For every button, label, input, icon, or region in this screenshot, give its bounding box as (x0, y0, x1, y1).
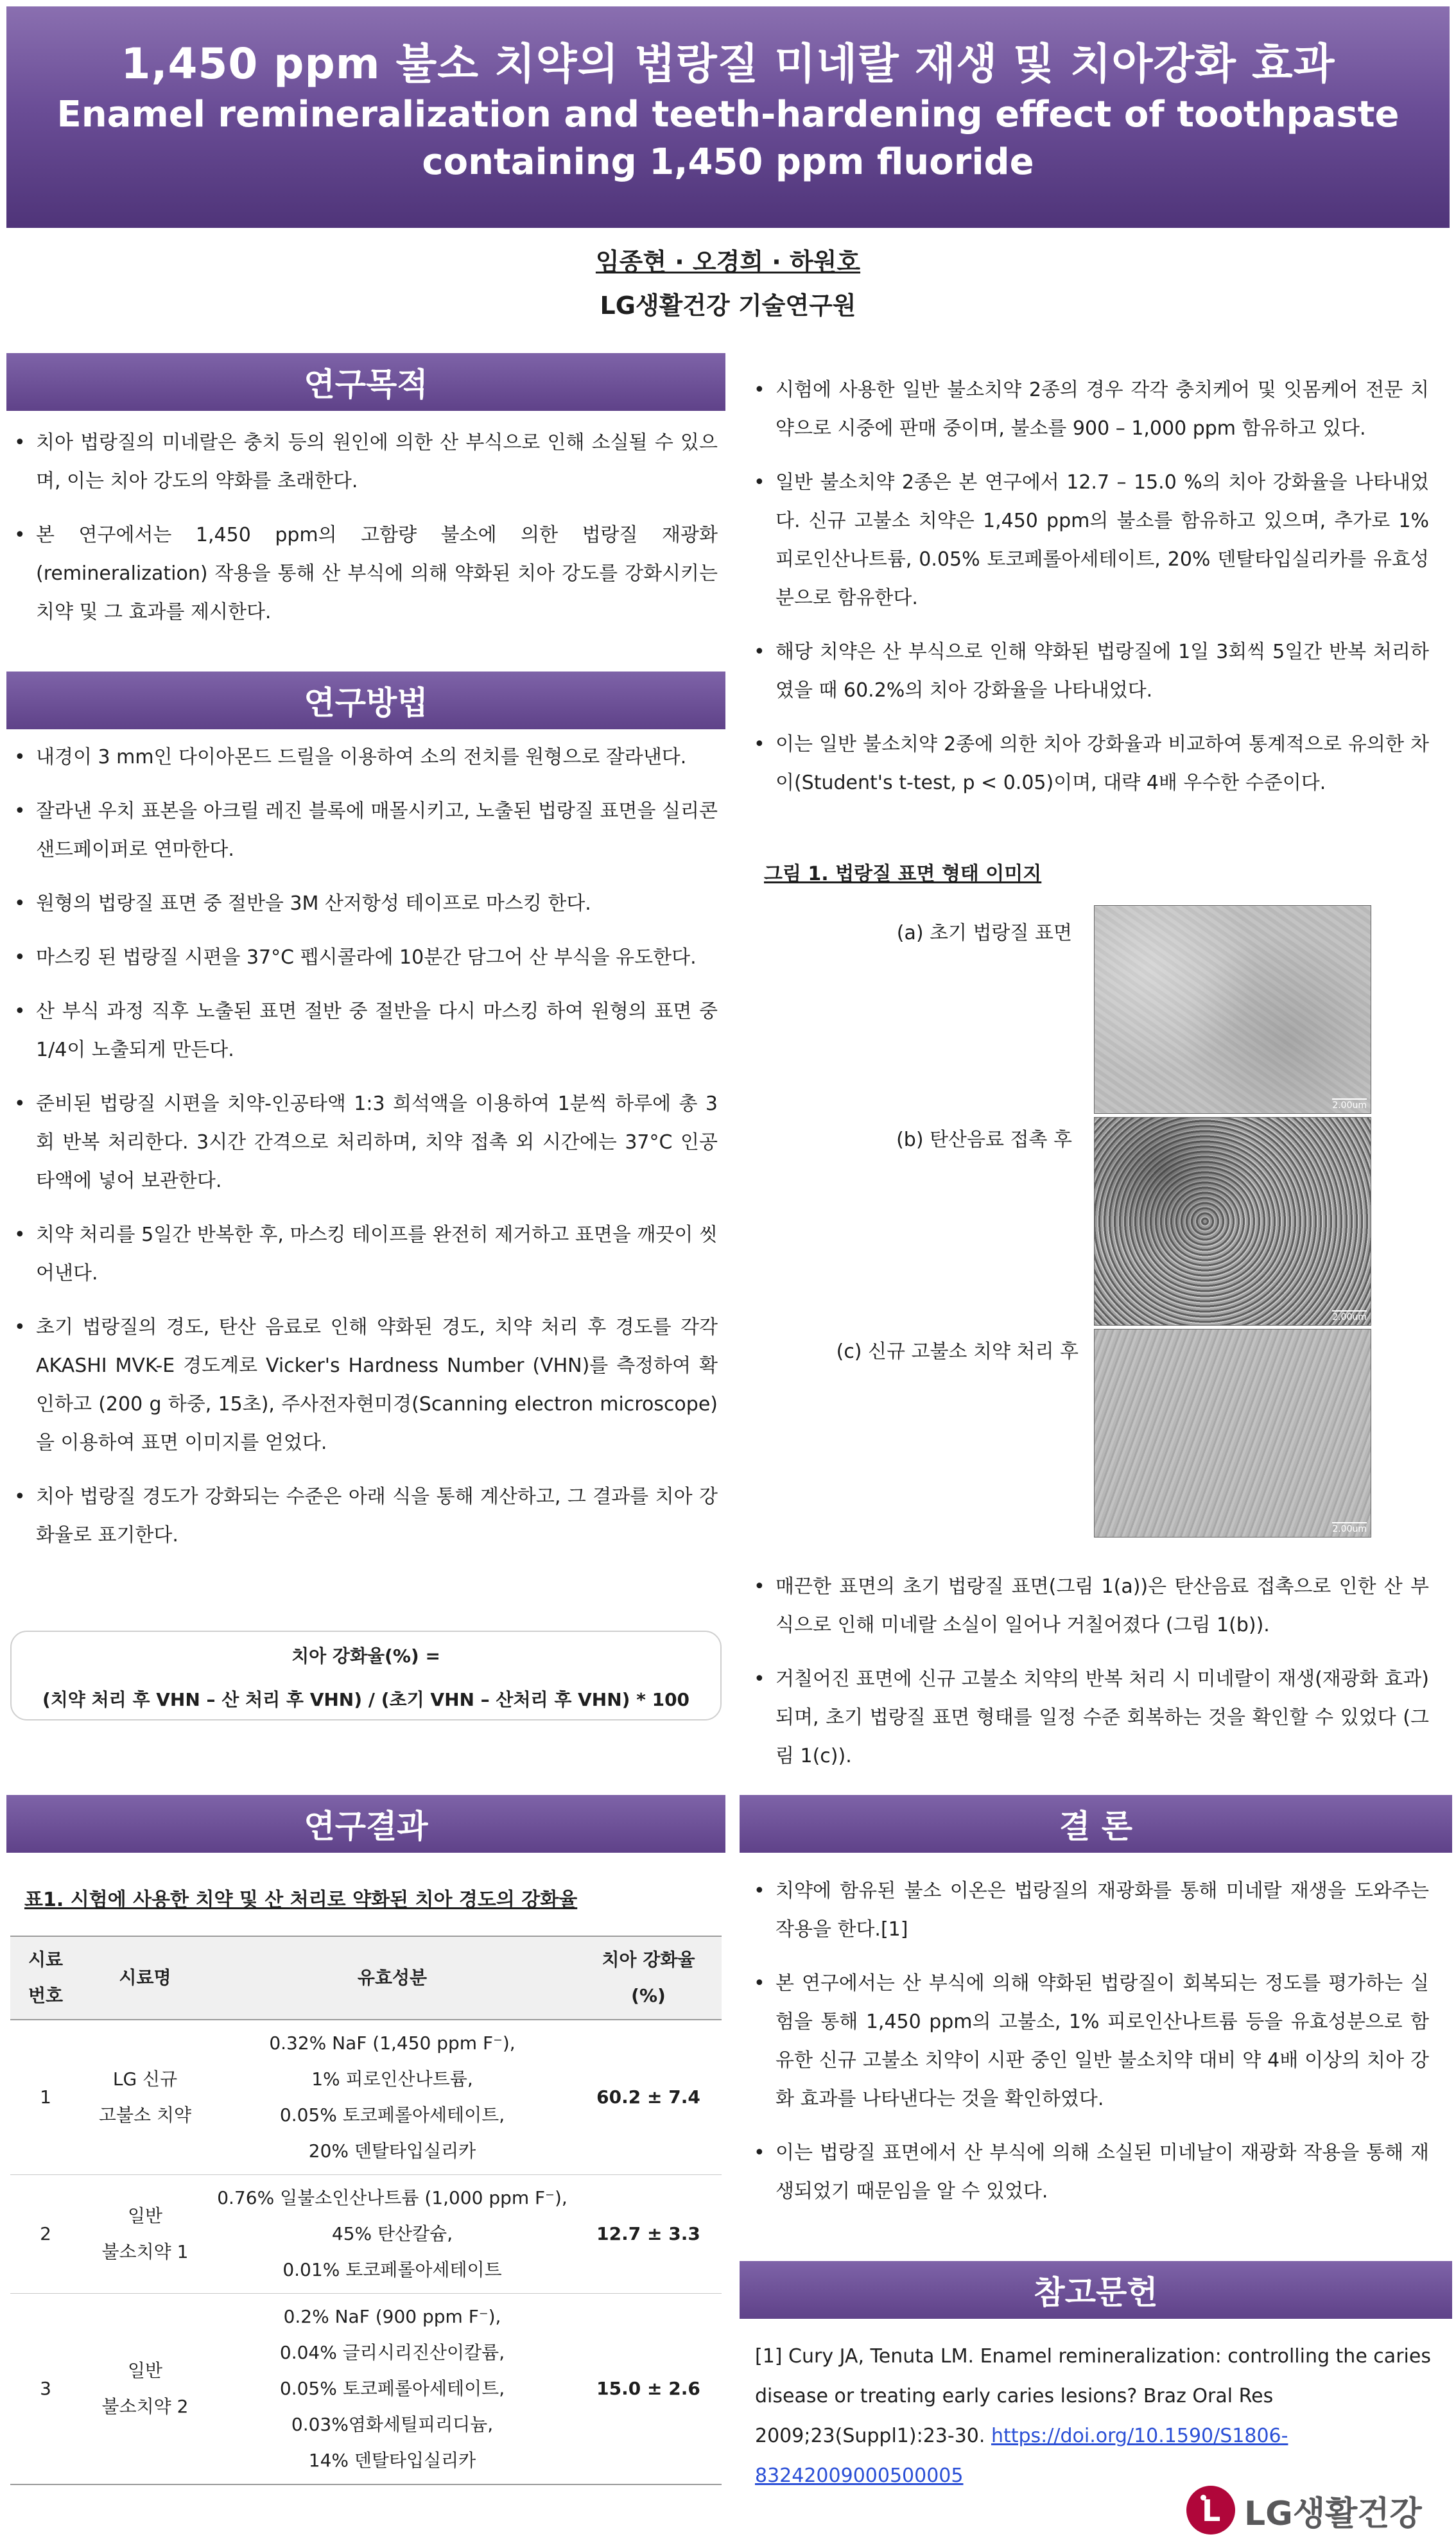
authors: 임종현 · 오경희 · 하원호 (595, 248, 861, 276)
formula-box (10, 1631, 722, 1720)
section-header-method: 연구방법 (6, 672, 725, 729)
section-header-results: 연구결과 (6, 1795, 725, 1853)
section-header-references: 참고문헌 (740, 2261, 1452, 2319)
scale-bar: 2.00um (1332, 1522, 1367, 1534)
list-item: • 잘라낸 우치 표본을 아크릴 레진 블록에 매몰시키고, 노출된 법랑질 표면을 실리콘 샌드페이퍼로 연마한다. (12, 792, 718, 869)
header-sample-no: 시료 번호 (10, 1936, 81, 2020)
sample-ingredients: 0.32% NaF (1,450 ppm F⁻), 1% 피로인산나트륨, 0.05% 토코페롤아세테이트, 20% 덴탈타입실리카 (209, 2020, 575, 2175)
affiliation: LG생활건강 기술연구원 (600, 291, 856, 320)
purpose-list (12, 424, 718, 632)
conclusion-list (751, 1872, 1429, 2211)
list-item: • 치아 법랑질의 미네랄은 충치 등의 원인에 의한 산 부식으로 인해 소실될 수 있으며, 이는 치아 강도의 약화를 초래한다. (12, 424, 718, 501)
list-item: • 해당 치약은 산 부식으로 인해 약화된 법랑질에 1일 3회씩 5일간 반복 처리하였을 때 60.2%의 치아 강화율을 나타내었다. (751, 633, 1429, 710)
title-banner (6, 6, 1450, 228)
table-row (10, 2294, 722, 2485)
author-block (0, 243, 1456, 325)
sem-image-initial-enamel (1094, 905, 1371, 1114)
lg-household-logo (1186, 2483, 1443, 2537)
title-english-line1: Enamel remineralization and teeth-hardening effect of toothpaste (56, 94, 1400, 135)
list-item: • 거칠어진 표면에 신규 고불소 치약의 반복 처리 시 미네랄이 재생(재광화 효과)되며, 초기 법랑질 표면 형태를 일정 수준 회복하는 것을 확인할 수 있었다 (그림 1(c)). (751, 1660, 1429, 1776)
sample-ingredients: 0.2% NaF (900 ppm F⁻), 0.04% 글리시리진산이칼륨, 0.05% 토코페롤아세테이트, 0.03%염화세틸피리디늄, 14% 덴탈타입실리카 (209, 2294, 575, 2485)
list-item: • 치아 법랑질 경도가 강화되는 수준은 아래 식을 통해 계산하고, 그 결과를 치아 강화율로 표기한다. (12, 1478, 718, 1555)
figure-label-b: (b) 탄산음료 접촉 후 (896, 1129, 1072, 1151)
logo-text: LG생활건강 (1244, 2494, 1422, 2533)
results-table (10, 1936, 722, 2485)
list-item: • 마스킹 된 법랑질 시편을 37°C 펩시콜라에 10분간 담그어 산 부식을 유도한다. (12, 939, 718, 977)
reference-list (755, 2337, 1435, 2496)
figure-label-a: (a) 초기 법랑질 표면 (896, 922, 1072, 944)
sample-no: 3 (10, 2294, 81, 2485)
sample-ingredients: 0.76% 일불소인산나트륨 (1,000 ppm F⁻), 45% 탄산칼슘, 0.01% 토코페롤아세테이트 (209, 2175, 575, 2294)
list-item: • 준비된 법랑질 시편을 치약-인공타액 1:3 희석액을 이용하여 1분씩 하루에 총 3회 반복 처리한다. 3시간 간격으로 처리하며, 치약 접촉 외 시간에는 37°C 인공 타액에 넣어 보관한다. (12, 1085, 718, 1200)
list-item: • 이는 법랑질 표면에서 산 부식에 의해 소실된 미네날이 재광화 작용을 통해 재생되었기 때문임을 알 수 있었다. (751, 2134, 1429, 2211)
title-english-line2: containing 1,450 ppm fluoride (422, 141, 1034, 183)
figure-label-c: (c) 신규 고불소 치약 처리 후 (836, 1340, 1079, 1363)
list-item: • 일반 불소치약 2종은 본 연구에서 12.7 – 15.0 %의 치아 강화율을 나타내었다. 신규 고불소 치약은 1,450 ppm의 불소를 함유하고 있으며, 추가로 1% 피로인산나트륨, 0.05% 토코페롤아세테이트, 20% 덴탈타입실리카를 유효성분으로 함유한다. (751, 464, 1429, 618)
list-item: • 시험에 사용한 일반 불소치약 2종의 경우 각각 충치케어 및 잇몸케어 전문 치약으로 시중에 판매 중이며, 불소를 900 – 1,000 ppm 함유하고 있다. (751, 371, 1429, 448)
sem-image-after-toothpaste (1094, 1329, 1371, 1538)
table-caption: 표1. 시험에 사용한 치약 및 산 처리로 약화된 치아 경도의 강화율 (24, 1889, 578, 1911)
results-text-bottom (751, 1568, 1429, 1791)
header-ingredients: 유효성분 (209, 1936, 575, 2020)
sample-name: 일반 불소치약 1 (81, 2175, 209, 2294)
results-text-top (751, 371, 1429, 818)
conclusion-body (751, 1872, 1429, 2226)
list-item: • 매끈한 표면의 초기 법랑질 표면(그림 1(a))은 탄산음료 접촉으로 인한 산 부식으로 인해 미네랄 소실이 일어나 거칠어졌다 (그림 1(b)). (751, 1568, 1429, 1645)
header-sample-name: 시료명 (81, 1936, 209, 2020)
section-header-purpose: 연구목적 (6, 353, 725, 411)
purpose-body (12, 424, 718, 647)
table-row (10, 2175, 722, 2294)
method-list (12, 738, 718, 1555)
results-list-top (751, 371, 1429, 802)
list-item: • 산 부식 과정 직후 노출된 표면 절반 중 절반을 다시 마스킹 하여 원형의 표면 중 1/4이 노출되게 만든다. (12, 992, 718, 1070)
list-item: • 치약 처리를 5일간 반복한 후, 마스킹 테이프를 완전히 제거하고 표면을 깨끗이 씻어낸다. (12, 1216, 718, 1293)
reference-doi-link[interactable]: https://doi.org/10.1590/S1806-83242009000500005 (755, 2425, 1288, 2487)
list-item: • 본 연구에서는 산 부식에 의해 약화된 법랑질이 회복되는 정도를 평가하는 실험을 통해 1,450 ppm의 고불소, 1% 피로인산나트륨 등을 유효성분으로 함유한 신규 고불소 치약이 시판 중인 일반 불소치약 대비 약 4배 이상의 치아 강화 효과를 나타낸다는 것을 확인하였다. (751, 1964, 1429, 2119)
table-row (10, 2020, 722, 2175)
lg-logo-icon (1186, 2486, 1235, 2535)
scale-bar: 2.00um (1332, 1098, 1367, 1111)
sample-no: 2 (10, 2175, 81, 2294)
section-header-conclusion: 결 론 (740, 1795, 1452, 1853)
method-body (12, 738, 718, 1570)
title-korean: 1,450 ppm 불소 치약의 법랑질 미네랄 재생 및 치아강화 효과 (121, 39, 1335, 89)
sample-name: 일반 불소치약 2 (81, 2294, 209, 2485)
sample-name: LG 신규 고불소 치약 (81, 2020, 209, 2175)
formula-line1: 치아 강화율(%) = (291, 1645, 440, 1667)
figure-caption: 그림 1. 법랑질 표면 형태 이미지 (764, 863, 1042, 885)
formula-line2: (치약 처리 후 VHN – 산 처리 후 VHN) / (초기 VHN – 산처리 후 VHN) * 100 (42, 1689, 690, 1710)
sample-rate: 15.0 ± 2.6 (575, 2294, 722, 2485)
sem-image-after-soda (1094, 1117, 1371, 1326)
list-item: • 본 연구에서는 1,450 ppm의 고함량 불소에 의한 법랑질 재광화(remineralization) 작용을 통해 산 부식에 의해 약화된 치아 강도를 강화시키는 치약 및 그 효과를 제시한다. (12, 516, 718, 632)
list-item: • 이는 일반 불소치약 2종에 의한 치아 강화율과 비교하여 통계적으로 유의한 차이(Student's t-test, p < 0.05)이며, 대략 4배 우수한 수준이다. (751, 725, 1429, 802)
header-hardening-rate: 치아 강화율 (%) (575, 1936, 722, 2020)
reference-text: [1] Cury JA, Tenuta LM. Enamel remineralization: controlling the caries disease or treating early caries lesions? Braz Oral Res 2009;23(Suppl1):23-30. (755, 2345, 1431, 2447)
sample-rate: 12.7 ± 3.3 (575, 2175, 722, 2294)
list-item: • 원형의 법랑질 표면 중 절반을 3M 산저항성 테이프로 마스킹 한다. (12, 885, 718, 923)
table-header-row (10, 1936, 722, 2020)
list-item: • 초기 법랑질의 경도, 탄산 음료로 인해 약화된 경도, 치약 처리 후 경도를 각각 AKASHI MVK-E 경도계로 Vicker's Hardness Number (VHN)를 측정하여 확인하고 (200 g 하중, 15초), 주사전자현미경(Scanning electron microscope)을 이용하여 표면 이미지를 얻었다. (12, 1308, 718, 1462)
list-item: • 치약에 함유된 불소 이온은 법랑질의 재광화를 통해 미네랄 재생을 도와주는 작용을 한다.[1] (751, 1872, 1429, 1949)
results-list-bottom (751, 1568, 1429, 1776)
sample-no: 1 (10, 2020, 81, 2175)
list-item: • 내경이 3 mm인 다이아몬드 드릴을 이용하여 소의 전치를 원형으로 잘라낸다. (12, 738, 718, 777)
sample-rate: 60.2 ± 7.4 (575, 2020, 722, 2175)
scale-bar: 2.00um (1332, 1310, 1367, 1322)
